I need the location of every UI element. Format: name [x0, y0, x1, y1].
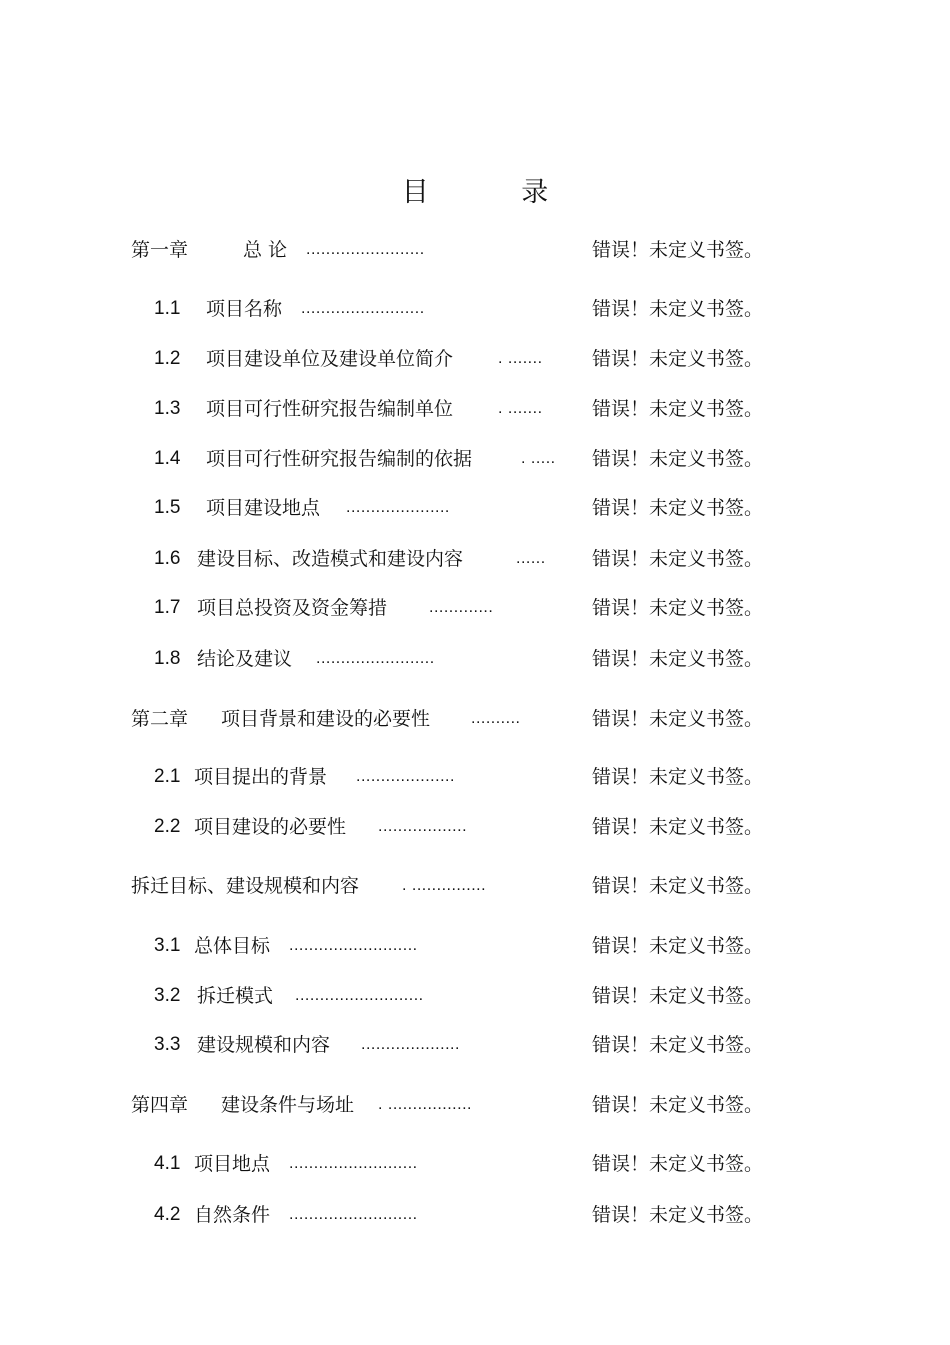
toc-entry-number: 3.3 — [154, 1034, 181, 1055]
toc-leader-dots: . ................. — [378, 1096, 472, 1113]
toc-entry-1-6[interactable] — [131, 544, 831, 574]
toc-entry-text: 项目背景和建设的必要性 — [221, 708, 431, 730]
toc-page-ref: 错误！未定义书签。 — [592, 985, 764, 1007]
toc-entry-text: 建设条件与场址 — [221, 1094, 355, 1116]
toc-entry-chapter-3[interactable] — [131, 871, 831, 901]
toc-entry-text: 项目总投资及资金筹措 — [197, 597, 388, 619]
toc-entry-3-3[interactable] — [131, 1030, 831, 1060]
toc-page-ref: 错误！未定义书签。 — [592, 935, 764, 957]
toc-page-ref: 错误！未定义书签。 — [592, 398, 764, 420]
toc-entry-number: 3.1 — [154, 935, 181, 956]
toc-leader-dots: . ..... — [521, 450, 556, 467]
toc-entry-text: 项目建设单位及建设单位简介 — [206, 348, 454, 370]
toc-entry-number: 第四章 — [131, 1094, 189, 1116]
toc-entry-number: 1.8 — [154, 648, 181, 669]
toc-page-ref: 错误！未定义书签。 — [592, 239, 764, 261]
toc-leader-dots: . ............... — [402, 877, 487, 894]
toc-entry-number: 1.4 — [154, 448, 181, 469]
toc-entry-text: 建设规模和内容 — [197, 1034, 331, 1056]
toc-page-ref: 错误！未定义书签。 — [592, 497, 764, 519]
toc-entry-number: 第一章 — [131, 239, 189, 261]
toc-entry-chapter-2[interactable] — [131, 704, 831, 734]
toc-entry-1-1[interactable] — [131, 294, 831, 324]
toc-entry-chapter-4[interactable] — [131, 1090, 831, 1120]
toc-entry-text: 拆迁目标、建设规模和内容 — [131, 875, 360, 897]
toc-entry-4-2[interactable] — [131, 1200, 831, 1230]
toc-page-ref: 错误！未定义书签。 — [592, 597, 764, 619]
toc-leader-dots: .......................... — [289, 1155, 418, 1172]
toc-title: 目 录 — [401, 177, 591, 208]
toc-entry-number: 3.2 — [154, 985, 181, 1006]
toc-entry-number: 1.1 — [154, 298, 181, 319]
toc-entry-number: 1.6 — [154, 548, 181, 569]
toc-entry-1-5[interactable] — [131, 493, 831, 523]
toc-entry-text: 项目地点 — [194, 1153, 271, 1175]
toc-entry-text: 项目可行性研究报告编制的依据 — [206, 448, 473, 470]
toc-leader-dots: . ....... — [498, 350, 543, 367]
toc-leader-dots: .......................... — [289, 937, 418, 954]
toc-page-ref: 错误！未定义书签。 — [592, 1034, 764, 1056]
toc-entry-text: 建设目标、改造模式和建设内容 — [197, 548, 464, 570]
toc-entry-number: 1.3 — [154, 398, 181, 419]
toc-entry-1-4[interactable] — [131, 444, 831, 474]
toc-page-ref: 错误！未定义书签。 — [592, 648, 764, 670]
toc-entry-1-3[interactable] — [131, 394, 831, 424]
toc-entry-number: 1.7 — [154, 597, 181, 618]
toc-entry-number: 2.2 — [154, 816, 181, 837]
toc-page-ref: 错误！未定义书签。 — [592, 1153, 764, 1175]
toc-entry-text: 项目可行性研究报告编制单位 — [206, 398, 454, 420]
toc-entry-text: 拆迁模式 — [197, 985, 274, 1007]
toc-leader-dots: .......... — [471, 710, 521, 727]
toc-page-ref: 错误！未定义书签。 — [592, 1204, 764, 1226]
toc-entry-text: 项目名称 — [206, 298, 283, 320]
toc-leader-dots: .......................... — [289, 1206, 418, 1223]
toc-leader-dots: ...... — [516, 550, 546, 567]
toc-entry-number: 1.2 — [154, 348, 181, 369]
toc-leader-dots: ......................... — [301, 300, 425, 317]
toc-entry-text: 总 论 — [243, 239, 288, 261]
toc-entry-3-1[interactable] — [131, 931, 831, 961]
toc-entry-4-1[interactable] — [131, 1149, 831, 1179]
toc-entry-2-2[interactable] — [131, 812, 831, 842]
toc-entry-1-2[interactable] — [131, 344, 831, 374]
toc-page-ref: 错误！未定义书签。 — [592, 298, 764, 320]
toc-entry-number: 1.5 — [154, 497, 181, 518]
toc-page-ref: 错误！未定义书签。 — [592, 816, 764, 838]
toc-entry-number: 4.2 — [154, 1204, 181, 1225]
toc-leader-dots: ..................... — [346, 499, 450, 516]
toc-entry-text: 总体目标 — [194, 935, 271, 957]
toc-entry-2-1[interactable] — [131, 762, 831, 792]
toc-leader-dots: .......................... — [295, 987, 424, 1004]
toc-leader-dots: . ....... — [498, 400, 543, 417]
toc-entry-1-7[interactable] — [131, 593, 831, 623]
toc-entry-text: 结论及建议 — [197, 648, 293, 670]
toc-entry-text: 自然条件 — [194, 1204, 271, 1226]
toc-page-ref: 错误！未定义书签。 — [592, 766, 764, 788]
toc-leader-dots: ........................ — [316, 650, 435, 667]
toc-entry-text: 项目建设地点 — [206, 497, 321, 519]
toc-entry-number: 4.1 — [154, 1153, 181, 1174]
toc-leader-dots: ........................ — [306, 241, 425, 258]
toc-page-ref: 错误！未定义书签。 — [592, 875, 764, 897]
toc-leader-dots: .................. — [378, 818, 468, 835]
toc-leader-dots: .................... — [356, 768, 455, 785]
toc-entry-3-2[interactable] — [131, 981, 831, 1011]
toc-page-ref: 错误！未定义书签。 — [592, 708, 764, 730]
toc-entry-text: 项目建设的必要性 — [194, 816, 347, 838]
toc-leader-dots: .................... — [361, 1036, 460, 1053]
toc-entry-number: 2.1 — [154, 766, 181, 787]
toc-entry-text: 项目提出的背景 — [194, 766, 328, 788]
toc-entry-number: 第二章 — [131, 708, 189, 730]
toc-page-ref: 错误！未定义书签。 — [592, 548, 764, 570]
toc-entry-chapter-1[interactable] — [131, 235, 831, 265]
toc-page-ref: 错误！未定义书签。 — [592, 448, 764, 470]
toc-page-ref: 错误！未定义书签。 — [592, 348, 764, 370]
toc-leader-dots: ............. — [429, 599, 494, 616]
toc-entry-1-8[interactable] — [131, 644, 831, 674]
toc-page-ref: 错误！未定义书签。 — [592, 1094, 764, 1116]
